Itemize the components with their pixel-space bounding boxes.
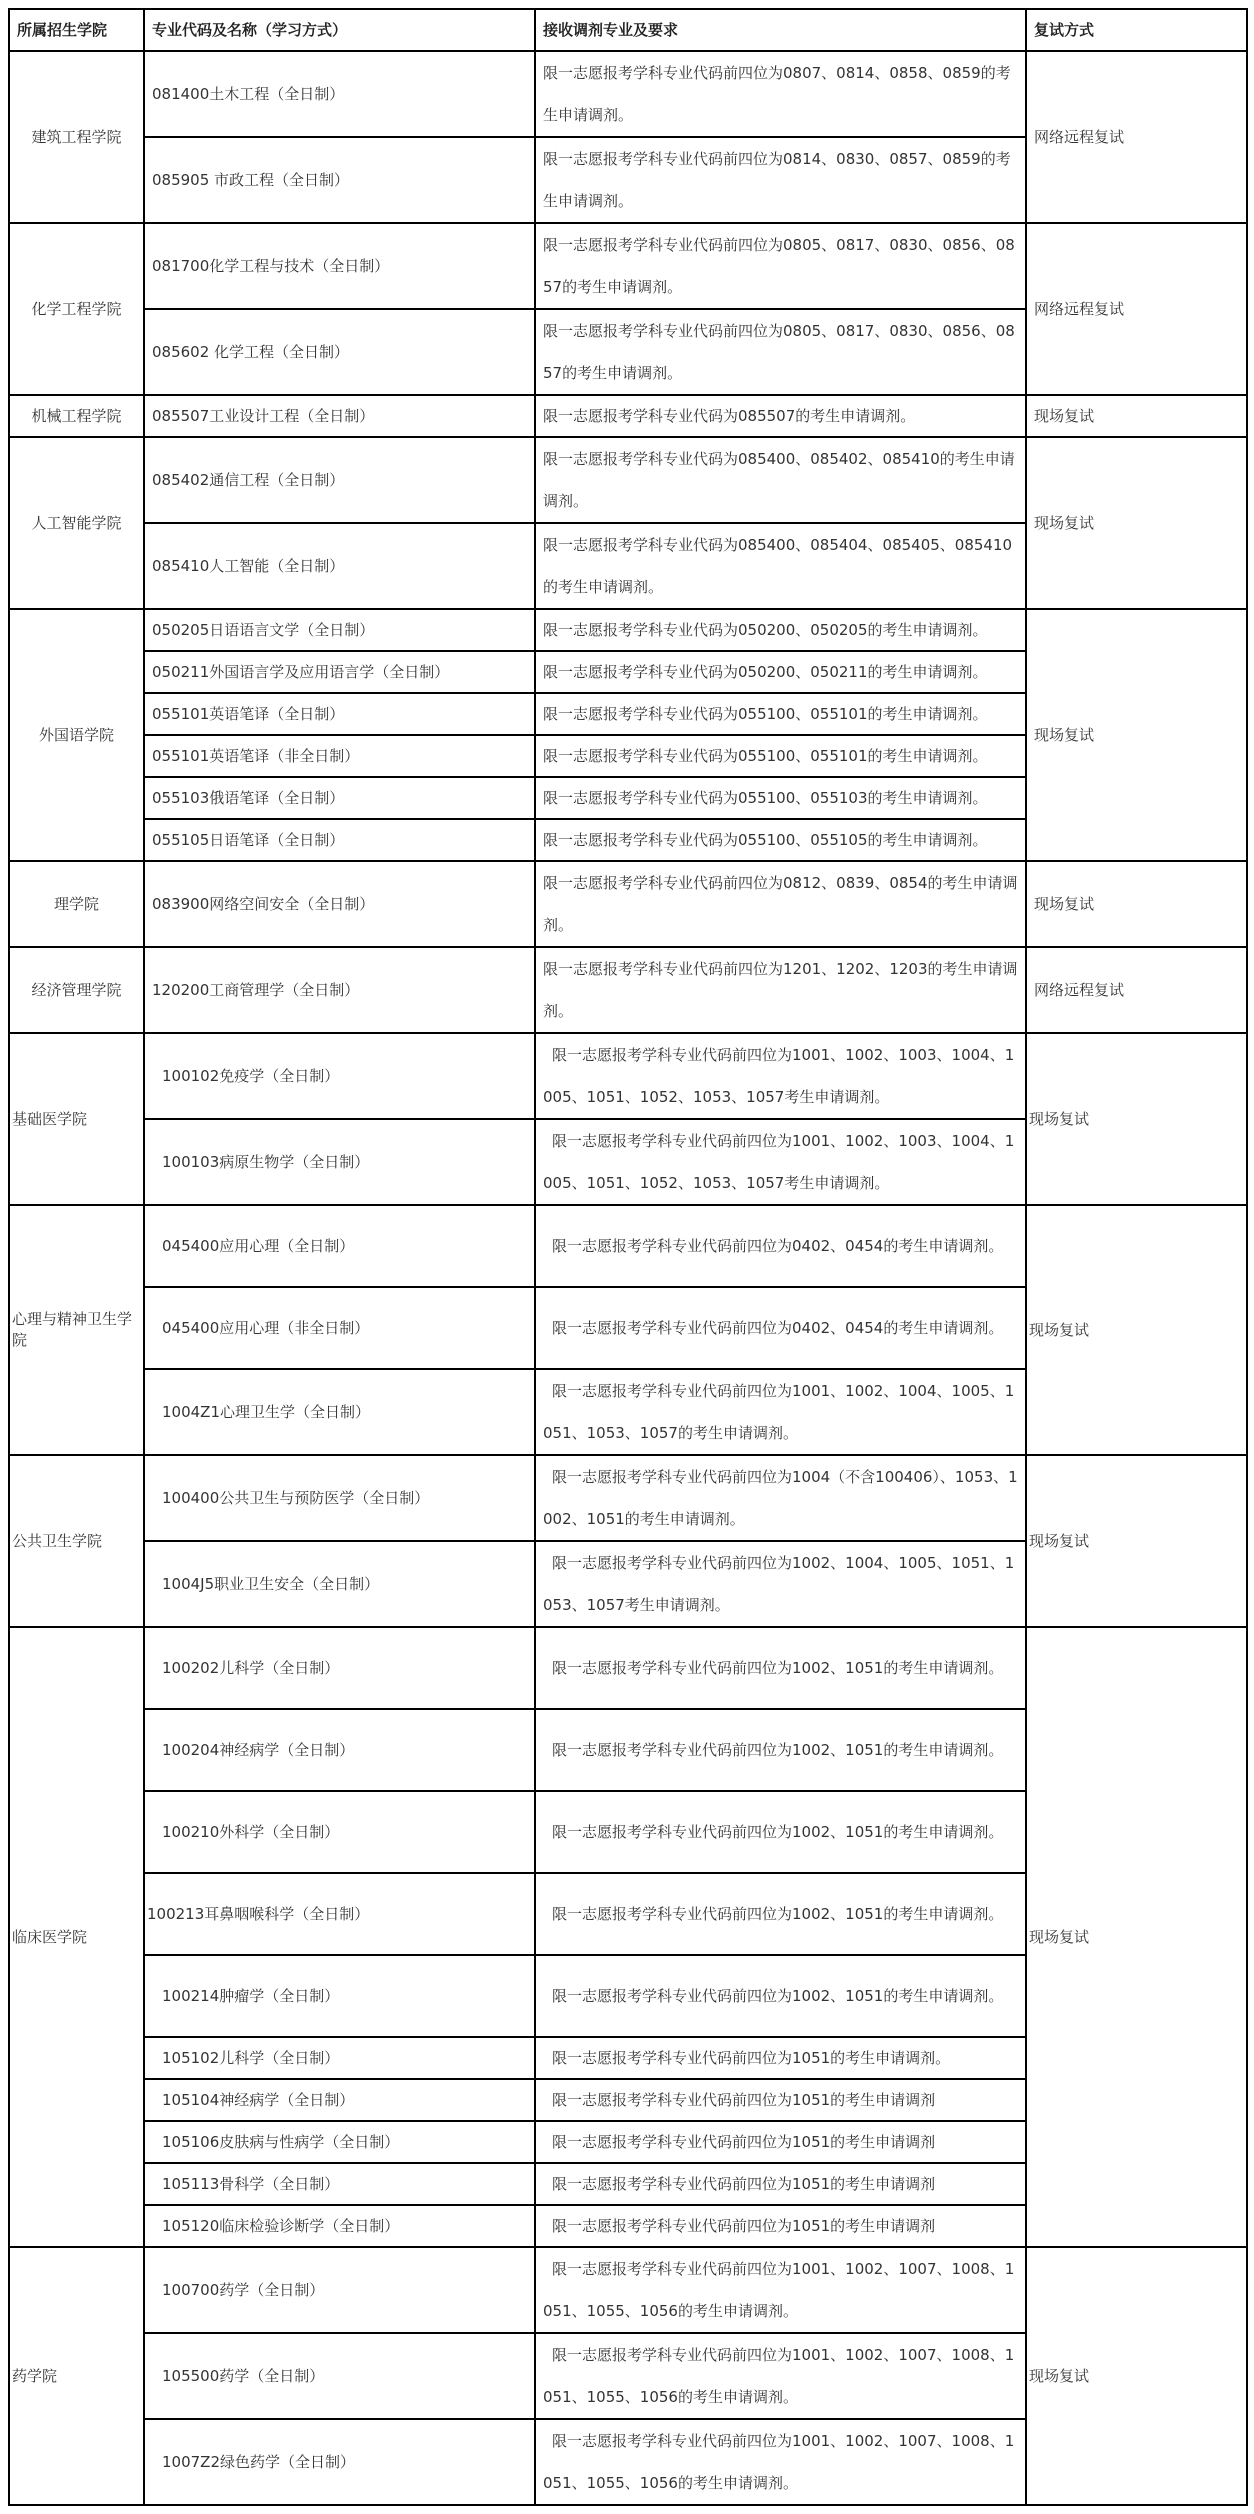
requirement-cell: 限一志愿报考学科专业代码前四位为1201、1202、1203的考生申请调剂。 — [535, 947, 1026, 1033]
header-method: 复试方式 — [1026, 9, 1247, 51]
college-cell: 药学院 — [9, 2247, 144, 2505]
method-cell: 现场复试 — [1026, 609, 1247, 861]
major-cell: 055103俄语笔译（全日制） — [144, 777, 535, 819]
requirement-cell: 限一志愿报考学科专业代码为085400、085404、085405、085410的考生申请调剂。 — [535, 523, 1026, 609]
requirement-cell: 限一志愿报考学科专业代码前四位为0807、0814、0858、0859的考生申请调剂。 — [535, 51, 1026, 137]
major-cell: 100213耳鼻咽喉科学（全日制） — [144, 1873, 535, 1955]
table-row — [9, 947, 1247, 1033]
requirement-cell: 限一志愿报考学科专业代码前四位为1004（不含100406）、1053、1002、1051的考生申请调剂。 — [535, 1455, 1026, 1541]
requirement-cell: 限一志愿报考学科专业代码前四位为0805、0817、0830、0856、0857的考生申请调剂。 — [535, 309, 1026, 395]
method-cell: 现场复试 — [1026, 2247, 1247, 2505]
requirement-cell: 限一志愿报考学科专业代码前四位为1002、1051的考生申请调剂。 — [535, 1709, 1026, 1791]
method-cell: 现场复试 — [1026, 1455, 1247, 1627]
table-body — [9, 51, 1247, 2505]
college-cell: 公共卫生学院 — [9, 1455, 144, 1627]
table-row — [9, 1205, 1247, 1287]
requirement-cell: 限一志愿报考学科专业代码前四位为1001、1002、1007、1008、1051、1055、1056的考生申请调剂。 — [535, 2247, 1026, 2333]
requirement-cell: 限一志愿报考学科专业代码为055100、055105的考生申请调剂。 — [535, 819, 1026, 861]
major-cell: 085602 化学工程（全日制） — [144, 309, 535, 395]
table-row — [9, 395, 1247, 437]
method-cell: 现场复试 — [1026, 1205, 1247, 1455]
table-header-row — [9, 9, 1247, 51]
major-cell: 083900网络空间安全（全日制） — [144, 861, 535, 947]
header-major: 专业代码及名称（学习方式） — [144, 9, 535, 51]
major-cell: 1004Z1心理卫生学（全日制） — [144, 1369, 535, 1455]
requirement-cell: 限一志愿报考学科专业代码前四位为1051的考生申请调剂 — [535, 2163, 1026, 2205]
college-cell: 心理与精神卫生学院 — [9, 1205, 144, 1455]
college-cell: 临床医学院 — [9, 1627, 144, 2247]
college-cell: 经济管理学院 — [9, 947, 144, 1033]
requirement-cell: 限一志愿报考学科专业代码前四位为1002、1004、1005、1051、1053、1057考生申请调剂。 — [535, 1541, 1026, 1627]
major-cell: 100400公共卫生与预防医学（全日制） — [144, 1455, 535, 1541]
table-row — [9, 1455, 1247, 1541]
major-cell: 105113骨科学（全日制） — [144, 2163, 535, 2205]
requirement-cell: 限一志愿报考学科专业代码前四位为1001、1002、1003、1004、1005、1051、1052、1053、1057考生申请调剂。 — [535, 1119, 1026, 1205]
major-cell: 100102免疫学（全日制） — [144, 1033, 535, 1119]
method-cell: 网络远程复试 — [1026, 51, 1247, 223]
requirement-cell: 限一志愿报考学科专业代码前四位为1051的考生申请调剂。 — [535, 2037, 1026, 2079]
major-cell: 100210外科学（全日制） — [144, 1791, 535, 1873]
major-cell: 105102儿科学（全日制） — [144, 2037, 535, 2079]
requirement-cell: 限一志愿报考学科专业代码为055100、055103的考生申请调剂。 — [535, 777, 1026, 819]
college-cell: 机械工程学院 — [9, 395, 144, 437]
method-cell: 网络远程复试 — [1026, 947, 1247, 1033]
major-cell: 105104神经病学（全日制） — [144, 2079, 535, 2121]
major-cell: 085905 市政工程（全日制） — [144, 137, 535, 223]
table-row — [9, 2247, 1247, 2333]
requirement-cell: 限一志愿报考学科专业代码前四位为1051的考生申请调剂 — [535, 2205, 1026, 2247]
major-cell: 045400应用心理（非全日制） — [144, 1287, 535, 1369]
requirement-cell: 限一志愿报考学科专业代码为050200、050205的考生申请调剂。 — [535, 609, 1026, 651]
college-cell: 理学院 — [9, 861, 144, 947]
major-cell: 100700药学（全日制） — [144, 2247, 535, 2333]
method-cell: 现场复试 — [1026, 437, 1247, 609]
requirement-cell: 限一志愿报考学科专业代码前四位为1001、1002、1007、1008、1051、1055、1056的考生申请调剂。 — [535, 2419, 1026, 2505]
method-cell: 网络远程复试 — [1026, 223, 1247, 395]
table-row — [9, 51, 1247, 137]
requirement-cell: 限一志愿报考学科专业代码前四位为1001、1002、1003、1004、1005、1051、1052、1053、1057考生申请调剂。 — [535, 1033, 1026, 1119]
header-college: 所属招生学院 — [9, 9, 144, 51]
requirement-cell: 限一志愿报考学科专业代码前四位为1051的考生申请调剂 — [535, 2079, 1026, 2121]
major-cell: 1004J5职业卫生安全（全日制） — [144, 1541, 535, 1627]
requirement-cell: 限一志愿报考学科专业代码前四位为0805、0817、0830、0856、0857的考生申请调剂。 — [535, 223, 1026, 309]
major-cell: 100204神经病学（全日制） — [144, 1709, 535, 1791]
requirement-cell: 限一志愿报考学科专业代码为055100、055101的考生申请调剂。 — [535, 735, 1026, 777]
major-cell: 050211外国语言学及应用语言学（全日制） — [144, 651, 535, 693]
requirement-cell: 限一志愿报考学科专业代码前四位为0814、0830、0857、0859的考生申请调剂。 — [535, 137, 1026, 223]
major-cell: 1007Z2绿色药学（全日制） — [144, 2419, 535, 2505]
major-cell: 085402通信工程（全日制） — [144, 437, 535, 523]
major-cell: 045400应用心理（全日制） — [144, 1205, 535, 1287]
major-cell: 055101英语笔译（非全日制） — [144, 735, 535, 777]
major-cell: 105106皮肤病与性病学（全日制） — [144, 2121, 535, 2163]
requirement-cell: 限一志愿报考学科专业代码前四位为0402、0454的考生申请调剂。 — [535, 1205, 1026, 1287]
college-cell: 化学工程学院 — [9, 223, 144, 395]
requirement-cell: 限一志愿报考学科专业代码为085507的考生申请调剂。 — [535, 395, 1026, 437]
method-cell: 现场复试 — [1026, 395, 1247, 437]
major-cell: 100214肿瘤学（全日制） — [144, 1955, 535, 2037]
table-row — [9, 609, 1247, 651]
college-cell: 外国语学院 — [9, 609, 144, 861]
requirement-cell: 限一志愿报考学科专业代码前四位为1001、1002、1004、1005、1051、1053、1057的考生申请调剂。 — [535, 1369, 1026, 1455]
requirement-cell: 限一志愿报考学科专业代码前四位为1001、1002、1007、1008、1051、1055、1056的考生申请调剂。 — [535, 2333, 1026, 2419]
major-cell: 105500药学（全日制） — [144, 2333, 535, 2419]
requirement-cell: 限一志愿报考学科专业代码前四位为0402、0454的考生申请调剂。 — [535, 1287, 1026, 1369]
requirement-cell: 限一志愿报考学科专业代码前四位为1002、1051的考生申请调剂。 — [535, 1873, 1026, 1955]
college-cell: 建筑工程学院 — [9, 51, 144, 223]
table-row — [9, 1033, 1247, 1119]
major-cell: 055105日语笔译（全日制） — [144, 819, 535, 861]
major-cell: 081700化学工程与技术（全日制） — [144, 223, 535, 309]
table-row — [9, 861, 1247, 947]
method-cell: 现场复试 — [1026, 1627, 1247, 2247]
requirement-cell: 限一志愿报考学科专业代码前四位为0812、0839、0854的考生申请调剂。 — [535, 861, 1026, 947]
requirement-cell: 限一志愿报考学科专业代码前四位为1002、1051的考生申请调剂。 — [535, 1791, 1026, 1873]
requirement-cell: 限一志愿报考学科专业代码为055100、055101的考生申请调剂。 — [535, 693, 1026, 735]
requirement-cell: 限一志愿报考学科专业代码为085400、085402、085410的考生申请调剂。 — [535, 437, 1026, 523]
major-cell: 085410人工智能（全日制） — [144, 523, 535, 609]
major-cell: 050205日语语言文学（全日制） — [144, 609, 535, 651]
header-requirement: 接收调剂专业及要求 — [535, 9, 1026, 51]
major-cell: 055101英语笔译（全日制） — [144, 693, 535, 735]
table-row — [9, 437, 1247, 523]
major-cell: 081400土木工程（全日制） — [144, 51, 535, 137]
table-row — [9, 223, 1247, 309]
requirement-cell: 限一志愿报考学科专业代码前四位为1002、1051的考生申请调剂。 — [535, 1627, 1026, 1709]
major-cell: 105120临床检验诊断学（全日制） — [144, 2205, 535, 2247]
requirement-cell: 限一志愿报考学科专业代码前四位为1002、1051的考生申请调剂。 — [535, 1955, 1026, 2037]
requirement-cell: 限一志愿报考学科专业代码前四位为1051的考生申请调剂 — [535, 2121, 1026, 2163]
college-cell: 人工智能学院 — [9, 437, 144, 609]
requirement-cell: 限一志愿报考学科专业代码为050200、050211的考生申请调剂。 — [535, 651, 1026, 693]
major-cell: 100103病原生物学（全日制） — [144, 1119, 535, 1205]
major-cell: 100202儿科学（全日制） — [144, 1627, 535, 1709]
major-cell: 085507工业设计工程（全日制） — [144, 395, 535, 437]
method-cell: 现场复试 — [1026, 861, 1247, 947]
table-row — [9, 1627, 1247, 1709]
adjustment-table — [8, 8, 1248, 2506]
college-cell: 基础医学院 — [9, 1033, 144, 1205]
major-cell: 120200工商管理学（全日制） — [144, 947, 535, 1033]
method-cell: 现场复试 — [1026, 1033, 1247, 1205]
